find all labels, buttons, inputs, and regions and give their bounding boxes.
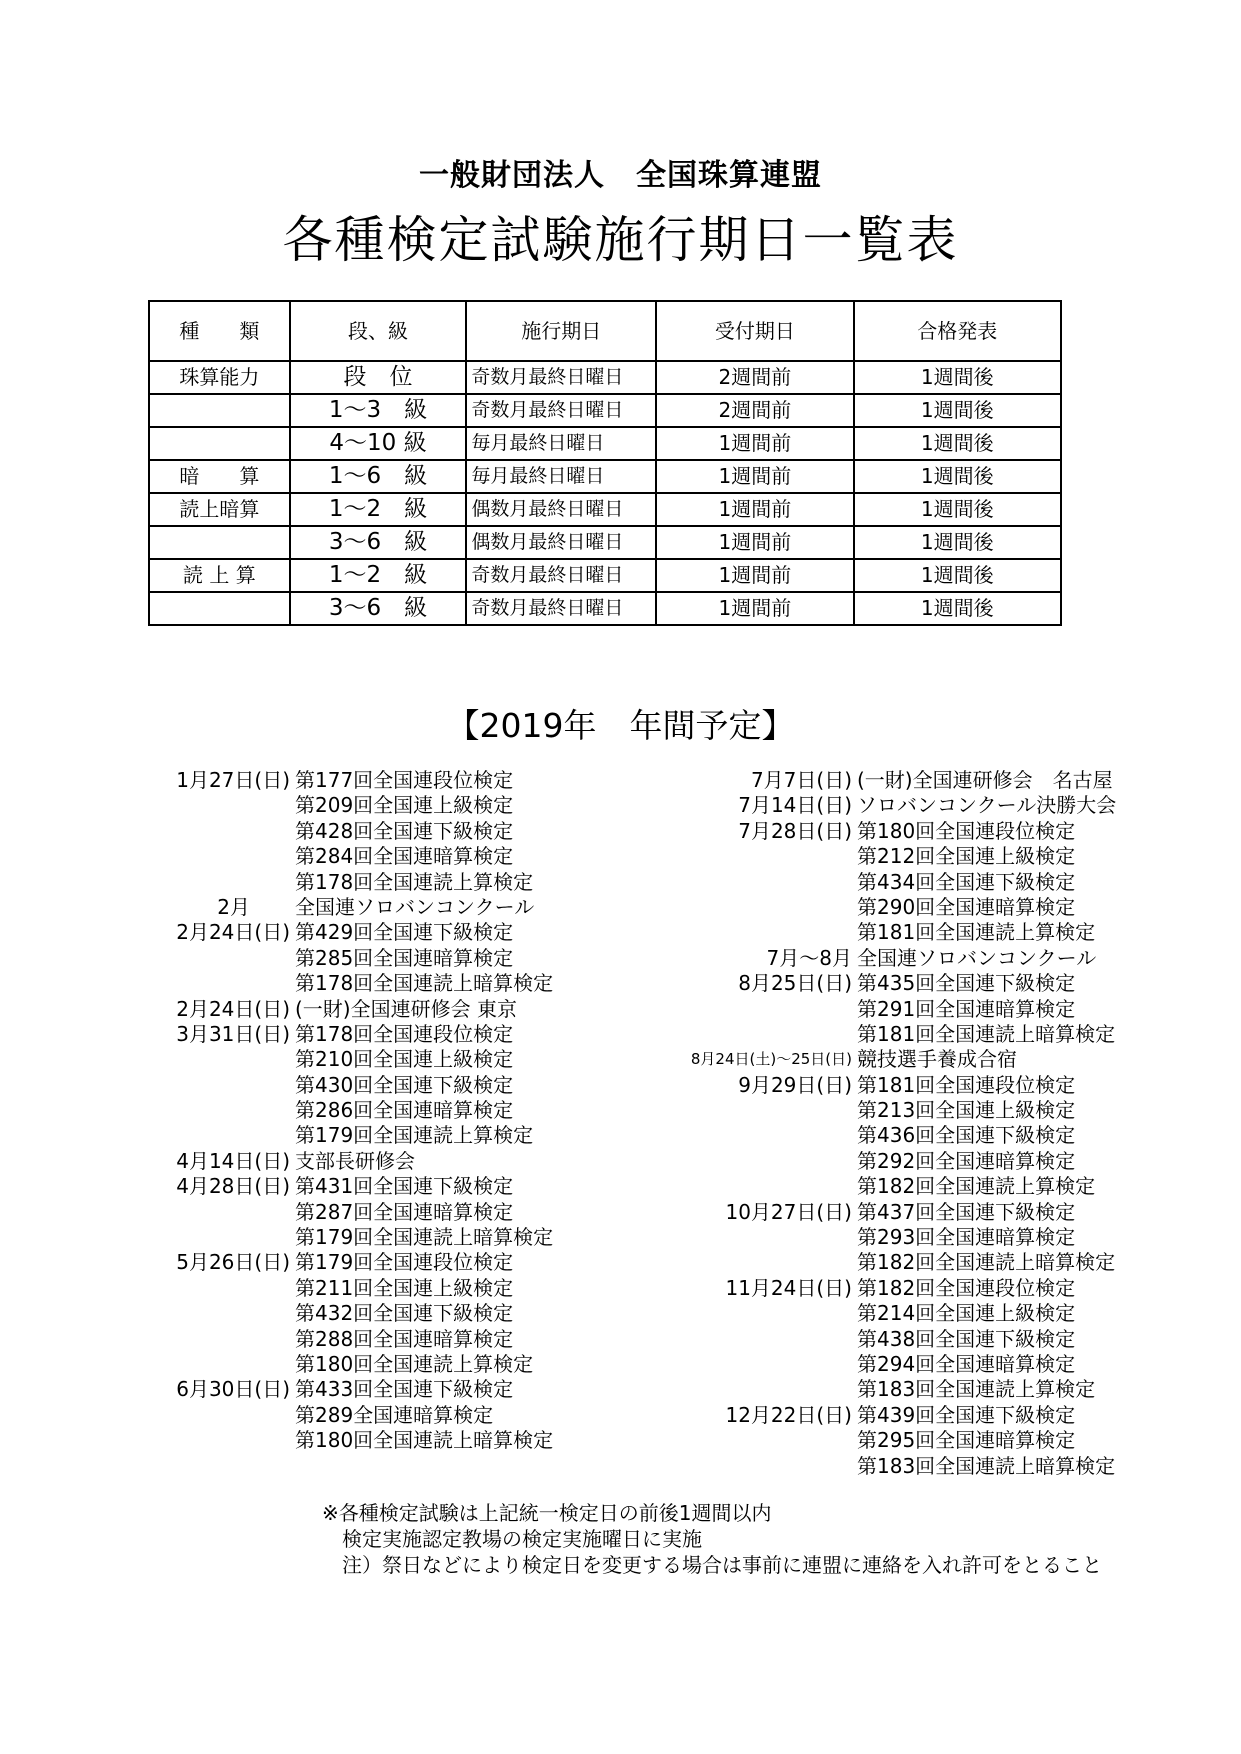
note-line: 検定実施認定教場の検定実施曜日に実施 [322, 1527, 702, 1551]
table-row [149, 526, 1061, 559]
column-header-grade: 段、級 [290, 301, 467, 361]
schedule-date: 8月25日(日) [738, 971, 852, 996]
cell-reception: 2週間前 [656, 361, 853, 394]
schedule-event: 第438回全国連下級検定 [857, 1326, 1076, 1351]
cell-reception: 1週間前 [656, 460, 853, 493]
schedule-event: 支部長研修会 [295, 1148, 415, 1173]
schedule-event: 第181回全国連段位検定 [857, 1072, 1076, 1097]
table-row [149, 460, 1061, 493]
cell-announcement: 1週間後 [854, 361, 1061, 394]
schedule-event: 第179回全国連読上算検定 [295, 1123, 534, 1148]
schedule-date: 2月 [217, 894, 290, 919]
cell-type: 読 上 算 [149, 559, 290, 592]
schedule-event: 第209回全国連上級検定 [295, 793, 514, 818]
schedule-event: 第437回全国連下級検定 [857, 1199, 1076, 1224]
schedule-event: 第181回全国連読上算検定 [857, 920, 1096, 945]
column-header-type: 種 類 [149, 301, 290, 361]
schedule-title: 【2019年 年間予定】 [446, 706, 795, 745]
cell-grade: 4～10 級 [290, 427, 467, 460]
schedule-event: 第177回全国連段位検定 [295, 768, 514, 792]
schedule-event: 第428回全国連下級検定 [295, 818, 514, 843]
cell-announcement: 1週間後 [854, 493, 1061, 526]
table-row [149, 559, 1061, 592]
table-row [149, 427, 1061, 460]
schedule-date: 7月14日(日) [738, 793, 852, 818]
cell-type [149, 526, 290, 559]
schedule-event: 第430回全国連下級検定 [295, 1072, 514, 1097]
schedule-event: 第180回全国連段位検定 [857, 818, 1076, 843]
table-row [149, 394, 1061, 427]
cell-reception: 1週間前 [656, 526, 853, 559]
cell-implementation: 奇数月最終日曜日 [466, 394, 656, 427]
cell-grade: 段 位 [290, 361, 467, 394]
schedule-date: 7月28日(日) [738, 818, 852, 843]
cell-reception: 1週間前 [656, 427, 853, 460]
notes [322, 1500, 1102, 1578]
schedule-event: 第214回全国連上級検定 [857, 1301, 1076, 1326]
cell-type [149, 394, 290, 427]
page-title: 各種検定試験施行期日一覧表 [282, 211, 959, 269]
cell-implementation: 偶数月最終日曜日 [466, 526, 656, 559]
schedule-event: 第178回全国連読上算検定 [295, 869, 534, 894]
cell-implementation: 奇数月最終日曜日 [466, 592, 656, 625]
schedule-date: 1月27日(日) [176, 768, 290, 792]
schedule-event: 第183回全国連読上暗算検定 [857, 1453, 1116, 1478]
schedule-event: 第435回全国連下級検定 [857, 971, 1076, 996]
cell-announcement: 1週間後 [854, 526, 1061, 559]
cell-type [149, 427, 290, 460]
schedule-event: 第294回全国連暗算検定 [857, 1351, 1076, 1376]
cell-grade: 1～3 級 [290, 394, 467, 427]
schedule-date: 2月24日(日) [176, 920, 290, 945]
schedule-event: 第284回全国連暗算検定 [295, 844, 514, 869]
cell-announcement: 1週間後 [854, 427, 1061, 460]
schedule-event: 第182回全国連読上算検定 [857, 1174, 1096, 1199]
schedule-event: 第181回全国連読上暗算検定 [857, 1021, 1116, 1046]
column-header-implementation-date: 施行期日 [466, 301, 656, 361]
schedule-date: 11月24日(日) [725, 1275, 852, 1300]
schedule-date: 3月31日(日) [176, 1021, 290, 1046]
schedule-event: 第183回全国連読上算検定 [857, 1377, 1096, 1402]
cell-grade: 1～2 級 [290, 493, 467, 526]
table-row [149, 361, 1061, 394]
cell-grade: 1～6 級 [290, 460, 467, 493]
schedule-event: (一財)全国連研修会 東京 [295, 996, 517, 1021]
cell-type: 読上暗算 [149, 493, 290, 526]
schedule-date: 2月24日(日) [176, 996, 290, 1021]
schedule-event: 第179回全国連読上暗算検定 [295, 1225, 554, 1250]
schedule-date: 10月27日(日) [725, 1199, 852, 1224]
schedule-date: 9月29日(日) [738, 1072, 852, 1097]
cell-announcement: 1週間後 [854, 559, 1061, 592]
cell-implementation: 毎月最終日曜日 [466, 427, 656, 460]
schedule-event: 第178回全国連読上暗算検定 [295, 971, 554, 996]
schedule-event: 第291回全国連暗算検定 [857, 996, 1076, 1021]
cell-announcement: 1週間後 [854, 592, 1061, 625]
schedule-event: 第178回全国連段位検定 [295, 1021, 514, 1046]
schedule-event: 第288回全国連暗算検定 [295, 1326, 514, 1351]
schedule-date: 7月～8月 [766, 945, 852, 970]
cell-implementation: 偶数月最終日曜日 [466, 493, 656, 526]
column-header-result-announcement: 合格発表 [854, 301, 1061, 361]
cell-implementation: 奇数月最終日曜日 [466, 361, 656, 394]
cell-reception: 1週間前 [656, 493, 853, 526]
schedule-event: 全国連ソロバンコンクール [857, 945, 1097, 970]
cell-type: 暗 算 [149, 460, 290, 493]
schedule-event: 第290回全国連暗算検定 [857, 894, 1076, 919]
cell-implementation: 奇数月最終日曜日 [466, 559, 656, 592]
schedule-date: 4月28日(日) [176, 1174, 290, 1199]
schedule-event: 第434回全国連下級検定 [857, 869, 1076, 894]
cell-reception: 1週間前 [656, 592, 853, 625]
organization-name: 一般財団法人 全国珠算連盟 [419, 158, 822, 193]
schedule-event: 第287回全国連暗算検定 [295, 1199, 514, 1224]
schedule-event: 第212回全国連上級検定 [857, 844, 1076, 869]
cell-reception: 1週間前 [656, 559, 853, 592]
schedule-date: 7月7日(日) [750, 768, 852, 792]
cell-grade: 3～6 級 [290, 526, 467, 559]
cell-grade: 3～6 級 [290, 592, 467, 625]
schedule-date: 4月14日(日) [176, 1148, 290, 1173]
cell-type [149, 592, 290, 625]
cell-grade: 1～2 級 [290, 559, 467, 592]
schedule-event: 第436回全国連下級検定 [857, 1123, 1076, 1148]
cell-announcement: 1週間後 [854, 460, 1061, 493]
note-line: ※各種検定試験は上記統一検定日の前後1週間以内 [322, 1501, 772, 1525]
table-row [149, 592, 1061, 625]
schedule-event: 第180回全国連読上算検定 [295, 1351, 534, 1376]
schedule-date: 12月22日(日) [725, 1402, 852, 1427]
schedule-date: 5月26日(日) [176, 1250, 290, 1275]
schedule-event: 第179回全国連段位検定 [295, 1250, 514, 1275]
note-line: 注）祭日などにより検定日を変更する場合は事前に連盟に連絡を入れ許可をとること [322, 1553, 1102, 1577]
schedule-event: 第433回全国連下級検定 [295, 1377, 514, 1402]
schedule-event: 第210回全国連上級検定 [295, 1047, 514, 1072]
cell-implementation: 毎月最終日曜日 [466, 460, 656, 493]
schedule-date: 6月30日(日) [176, 1377, 290, 1402]
schedule-event: 第211回全国連上級検定 [295, 1275, 514, 1300]
schedule-event: 第295回全国連暗算検定 [857, 1428, 1076, 1453]
cell-announcement: 1週間後 [854, 394, 1061, 427]
schedule-event: ソロバンコンクール決勝大会 [857, 793, 1117, 818]
table-header-row [149, 301, 1061, 361]
schedule-event: 第292回全国連暗算検定 [857, 1148, 1076, 1173]
schedule-event: (一財)全国連研修会 名古屋 [857, 768, 1113, 792]
schedule-event: 第213回全国連上級検定 [857, 1098, 1076, 1123]
schedule-event: 競技選手養成合宿 [857, 1047, 1017, 1072]
schedule-event: 第431回全国連下級検定 [295, 1174, 514, 1199]
schedule-event: 全国連ソロバンコンクール [295, 894, 535, 919]
schedule-event: 第289全国連暗算検定 [295, 1402, 494, 1427]
cell-reception: 2週間前 [656, 394, 853, 427]
schedule-event: 第429回全国連下級検定 [295, 920, 514, 945]
cell-type: 珠算能力 [149, 361, 290, 394]
schedule-event: 第180回全国連読上暗算検定 [295, 1428, 554, 1453]
table-row [149, 493, 1061, 526]
schedule-event: 第285回全国連暗算検定 [295, 945, 514, 970]
schedule-event: 第432回全国連下級検定 [295, 1301, 514, 1326]
schedule-event: 第439回全国連下級検定 [857, 1402, 1076, 1427]
column-header-reception-date: 受付期日 [656, 301, 853, 361]
schedule-event: 第182回全国連段位検定 [857, 1275, 1076, 1300]
schedule-event: 第182回全国連読上暗算検定 [857, 1250, 1116, 1275]
schedule-date: 8月24日(土)～25日(日) [690, 1050, 852, 1069]
exam-schedule-table [148, 300, 1062, 626]
schedule-event: 第286回全国連暗算検定 [295, 1098, 514, 1123]
schedule-event: 第293回全国連暗算検定 [857, 1225, 1076, 1250]
